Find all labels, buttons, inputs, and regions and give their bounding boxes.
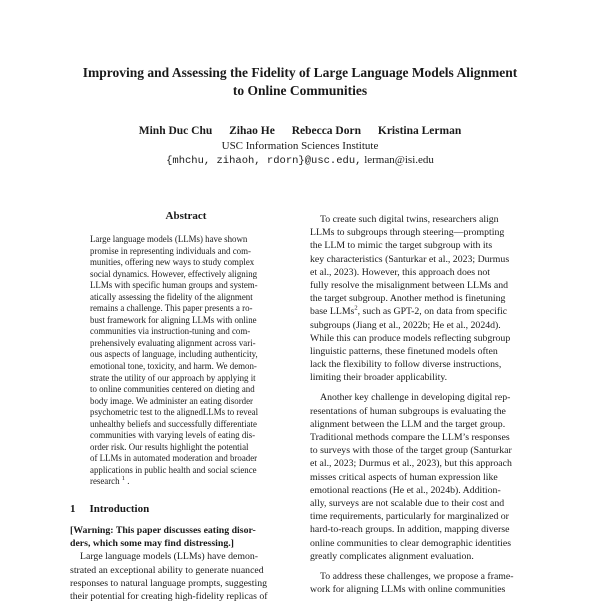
paragraph-gap	[310, 563, 530, 570]
title-line: to Online Communities	[232, 83, 368, 98]
author-name: Zihao He	[229, 125, 275, 137]
abstract-line: Large language models (LLMs) have shown	[90, 234, 248, 244]
author-name: Kristina Lerman	[377, 125, 462, 137]
body-line: linguistic patterns, these finetuned models often	[310, 345, 498, 357]
abstract-line: LLMs with specific human groups and system-	[90, 280, 258, 291]
body-line: emotional reactions (He et al., 2024b). Addition-	[310, 484, 501, 496]
abstract-line: bust framework for aligning LLMs with online	[90, 314, 257, 325]
section-title: Introduction	[89, 503, 150, 515]
title-line: Improving and Assessing the Fidelity of Large Language Models Alignment	[82, 65, 518, 80]
abstract-line: communities via instruction-tuning and com-	[90, 326, 251, 337]
email-group: {mhchu, zihaoh, rdorn}@usc.edu,	[166, 155, 362, 167]
body-line: their potential for creating high-fidelity replicas of	[70, 590, 268, 602]
author-name: Rebecca Dorn	[291, 125, 361, 137]
abstract-line: ous aspects of language, including authenticity,	[90, 349, 258, 360]
email-single: lerman@isi.edu	[361, 154, 434, 166]
body-line: LLMs to subgroups through steering—prompting	[310, 227, 505, 239]
author-emails	[0, 153, 600, 168]
abstract-line	[90, 476, 282, 488]
abstract-line: emotional tone, toxicity, and harm. We demon-	[90, 361, 257, 372]
body-line: To create such digital twins, researchers align	[320, 214, 499, 225]
author-name: Minh Duc Chu	[138, 125, 213, 137]
introduction-body	[70, 524, 286, 603]
abstract-line: psychometric test to the alignedLLMs to reveal	[90, 407, 259, 418]
body-line: the target subgroup. Another method is finetuning	[310, 293, 506, 305]
footnote-marker[interactable]: 2	[354, 305, 358, 313]
abstract-line: prehensively evaluating alignment across vari-	[90, 337, 256, 348]
body-line: subgroups (Jiang et al., 2022b; He et al., 2024d).	[310, 319, 501, 331]
body-line: et al., 2023). However, this approach does not	[310, 266, 490, 278]
body-line: Large language models (LLMs) have demon-	[80, 551, 259, 563]
body-line: the LLM to mimic the target subgroup with its	[310, 240, 493, 252]
abstract-line: social dynamics. However, effectively aligning	[90, 268, 258, 279]
abstract-line: promise in representing individuals and com-	[90, 245, 251, 256]
footnote-marker[interactable]: 1	[121, 475, 126, 483]
abstract-line: atically assessing the fidelity of the alignment	[90, 291, 253, 302]
body-line: Traditional methods compare the LLM’s responses	[310, 432, 510, 443]
body-line: fully resolve the misalignment between LLMs and	[310, 279, 509, 291]
body-line: to surveys with those of the target group (Santurkar	[310, 445, 512, 457]
abstract-line: of LLMs in automated moderation and broader	[90, 453, 258, 464]
body-line: To address these challenges, we propose a frame-	[320, 570, 514, 582]
section-heading	[70, 503, 149, 515]
abstract-line: applications in public health and social science	[90, 464, 257, 475]
paper-title	[40, 64, 560, 100]
abstract-line: strate the utility of our approach by applying it	[90, 372, 256, 383]
abstract-line: order risk. Our results highlight the potential	[90, 441, 249, 452]
body-line: While this can produce models reflecting subgroup	[310, 332, 511, 344]
body-text: , such as GPT-2, on data from specific	[357, 306, 508, 318]
abstract-last-word: research	[90, 476, 120, 487]
body-line: misses critical aspects of human expression like	[310, 471, 498, 483]
warning-line: [Warning: This paper discusses eating disor-	[70, 525, 256, 536]
body-line: alignment between the LLM and the target group.	[310, 418, 506, 430]
body-line: Another key challenge in developing digital rep-	[320, 392, 511, 404]
abstract-line: munities, offering new ways to study complex	[90, 257, 255, 268]
body-line: responses to natural language prompts, suggesting	[70, 577, 267, 589]
affiliation: USC Information Sciences Institute	[221, 140, 379, 152]
abstract-line: remains a challenge. This paper presents a ro-	[90, 303, 253, 314]
abstract-line: body image. We administer an eating disorder	[90, 395, 254, 406]
abstract-line: communities with varying levels of eating dis-	[90, 430, 256, 441]
abstract-line: unhealthy beliefs and successfully differentiate	[90, 418, 257, 429]
body-line: hard-to-reach groups. In addition, mapping diverse	[310, 524, 510, 536]
body-line	[310, 305, 530, 318]
author-list	[0, 124, 600, 138]
body-text: base LLMs	[310, 306, 355, 318]
right-column-body	[310, 213, 530, 596]
body-line: strated an exceptional ability to generate nuanced	[70, 564, 264, 576]
abstract-heading: Abstract	[165, 210, 207, 222]
abstract-line: to online communities centered on dieting and	[90, 384, 255, 395]
body-line: greatly complicates alignment evaluation.	[310, 550, 474, 562]
section-number: 1	[70, 503, 76, 515]
body-line: et al., 2023; Durmus et al., 2023), but this approach	[310, 458, 512, 470]
paragraph-gap	[310, 384, 530, 391]
body-line: limiting their broader applicability.	[310, 372, 448, 384]
body-line: work for aligning LLMs with online communities	[310, 584, 506, 596]
body-line: resentations of human subgroups is evaluating the	[310, 405, 506, 417]
body-line: ally, surveys are not scalable due to their cost and	[310, 497, 505, 509]
body-line: lack the flexibility to follow diverse instructions,	[310, 359, 502, 371]
body-line: online communities to clear demographic identities	[310, 537, 512, 549]
warning-line: ders, which some may find distressing.]	[70, 538, 234, 550]
abstract-end: .	[125, 476, 130, 487]
body-line: time requirements, particularly for marginalized or	[310, 511, 509, 523]
body-line: key characteristics (Santurkar et al., 2023; Durmus	[310, 253, 510, 265]
abstract-body	[90, 234, 282, 488]
